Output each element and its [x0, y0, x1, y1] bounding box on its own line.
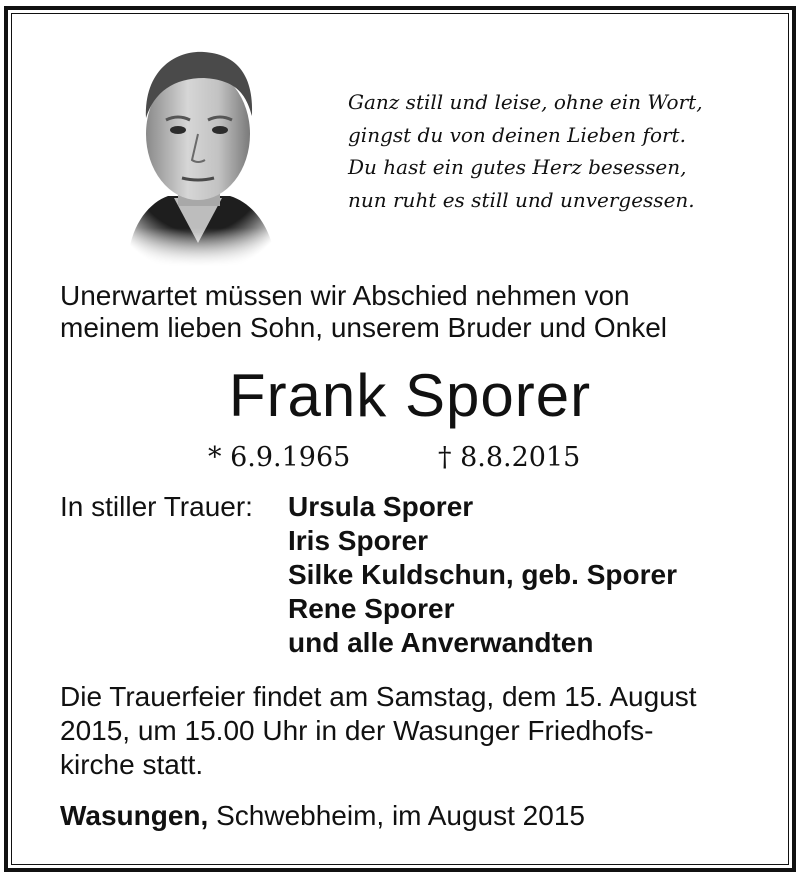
intro-line: Unerwartet müssen wir Abschied nehmen von: [60, 280, 630, 311]
intro-line: meinem lieben Sohn, unserem Bruder und Onkel: [60, 312, 668, 343]
poem-line: Du hast ein gutes Herz besessen,: [348, 155, 687, 179]
place-and-date: [60, 799, 585, 833]
intro-text: [60, 280, 760, 344]
mourner-name: Iris Sporer: [288, 525, 429, 556]
mourning-label: In stiller Trauer:: [60, 491, 253, 522]
mourner-name: Rene Sporer: [288, 593, 455, 624]
place-rest: Schwebheim, im August 2015: [216, 800, 585, 831]
mourner-name: Ursula Sporer: [288, 491, 474, 522]
mourner-name: und alle Anverwandten: [288, 627, 594, 658]
mourner-list: [288, 490, 677, 660]
poem-line: gingst du von deinen Lieben fort.: [348, 122, 686, 147]
service-line: Die Trauerfeier findet am Samstag, dem 15. August: [60, 681, 697, 712]
service-line: kirche statt.: [60, 749, 204, 780]
deceased-name: Frank Sporer: [228, 362, 592, 429]
birth-date: * 6.9.1965: [208, 442, 351, 473]
place-town: Wasungen,: [60, 800, 209, 831]
poem-line: nun ruht es still und unvergessen.: [348, 187, 695, 212]
mourner-name: Silke Kuldschun, geb. Sporer: [288, 559, 677, 590]
service-line: 2015, um 15.00 Uhr in der Wasunger Friedhofs-: [60, 715, 654, 746]
funeral-service-info: [60, 680, 760, 782]
memorial-poem: [348, 86, 728, 216]
portrait-photo: [108, 38, 290, 266]
poem-line: Ganz still und leise, ohne ein Wort,: [348, 90, 703, 114]
death-date: † 8.8.2015: [438, 442, 581, 473]
